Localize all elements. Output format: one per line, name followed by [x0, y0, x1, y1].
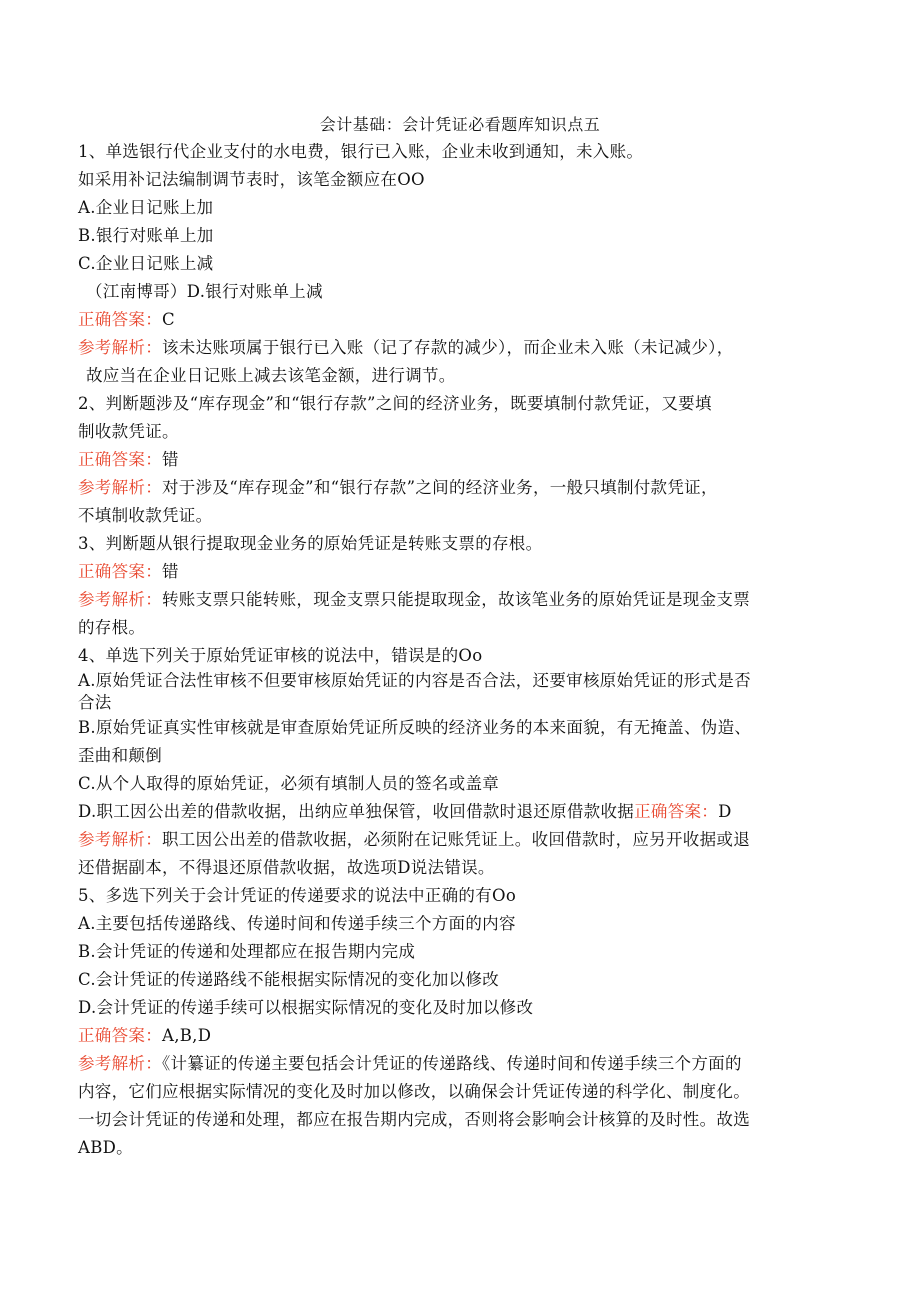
question-5-option-a: A.主要包括传递路线、传递时间和传递手续三个方面的内容	[78, 914, 516, 933]
question-5-analysis-line-2: 内容，它们应根据实际情况的变化及时加以修改，以确保会计凭证传递的科学化、制度化。	[78, 1082, 750, 1101]
analysis-label: 参考解析：	[78, 830, 162, 849]
question-4-option-d	[78, 798, 838, 826]
question-1-option-b: B.银行对账单上加	[78, 226, 214, 245]
analysis-text: 《计纂证的传递主要包括会计凭证的传递路线、传递时间和传递手续三个方面的	[162, 1054, 742, 1073]
answer-value: 错	[162, 450, 179, 469]
question-3	[78, 530, 838, 642]
question-4-stem-line-1: 4、单选下列关于原始凭证审核的说法中，错误是的Oo	[78, 646, 483, 665]
question-1-analysis-line-2: 故应当在企业日记账上减去该笔金额，进行调节。	[86, 366, 456, 385]
question-4-option-b-line-1: B.原始凭证真实性审核就是审查原始凭证所反映的经济业务的本来面貌，有无掩盖、伪造、	[78, 718, 752, 737]
answer-value: D	[718, 802, 732, 821]
question-5-stem-line-1: 5、多选下列关于会计凭证的传递要求的说法中正确的有Oo	[78, 886, 517, 905]
analysis-text: 职工因公出差的借款收据，必须附在记账凭证上。收回借款时，应另开收据或退	[162, 830, 750, 849]
question-5-analysis-line-4: ABD。	[78, 1138, 133, 1157]
question-5-answer	[78, 1022, 838, 1050]
question-1	[78, 138, 838, 390]
question-1-option-a: A.企业日记账上加	[78, 198, 214, 217]
question-2-stem-line-1: 2、判断题涉及“库存现金”和“银行存款”之间的经济业务，既要填制付款凭证，又要填	[78, 394, 712, 413]
analysis-label: 参考解析：	[78, 590, 162, 609]
question-3-stem-line-1: 3、判断题从银行提取现金业务的原始凭证是转账支票的存根。	[78, 534, 543, 553]
question-5-option-c: C.会计凭证的传递路线不能根据实际情况的变化加以修改	[78, 970, 500, 989]
question-2	[78, 390, 838, 530]
question-4-option-b-line-2: 歪曲和颠倒	[78, 746, 162, 765]
analysis-text: 对于涉及“库存现金”和“银行存款”之间的经济业务，一般只填制付款凭证，	[162, 478, 718, 497]
analysis-text: 该未达账项属于银行已入账（记了存款的减少），而企业未入账（未记减少），	[162, 338, 734, 357]
question-1-answer	[78, 306, 838, 334]
answer-label: 正确答案：	[634, 802, 719, 821]
answer-value: 错	[162, 562, 179, 581]
option-d-text: D.职工因公出差的借款收据，出纳应单独保管，收回借款时退还原借款收据	[78, 802, 635, 821]
question-4-option-a-line-1: A.原始凭证合法性审核不但要审核原始凭证的内容是否合法，还要审核原始凭证的形式是否	[78, 671, 751, 690]
analysis-label: 参考解析：	[78, 478, 162, 497]
answer-label: 正确答案：	[78, 450, 162, 469]
analysis-text: 转账支票只能转账，现金支票只能提取现金，故该笔业务的原始凭证是现金支票	[162, 590, 750, 609]
answer-value: C	[162, 310, 175, 329]
question-5-analysis-line-3: 一切会计凭证的传递和处理，都应在报告期内完成，否则将会影响会计核算的及时性。故选	[78, 1110, 750, 1129]
question-3-answer	[78, 558, 838, 586]
question-2-answer	[78, 446, 838, 474]
question-4-option-c: C.从个人取得的原始凭证，必须有填制人员的签名或盖章	[78, 774, 500, 793]
question-1-option-d: （江南博哥）D.银行对账单上减	[86, 282, 323, 301]
answer-label: 正确答案：	[78, 310, 162, 329]
analysis-label: 参考解析：	[78, 338, 162, 357]
question-5-option-d: D.会计凭证的传递手续可以根据实际情况的变化及时加以修改	[78, 998, 534, 1017]
question-4-option-a-line-2: 合法	[78, 693, 112, 712]
question-3-analysis-line-2: 的存根。	[78, 618, 146, 637]
document-body	[78, 138, 838, 1162]
answer-label: 正确答案：	[78, 562, 162, 581]
question-4	[78, 642, 838, 882]
question-1-stem-line-2: 如采用补记法编制调节表时，该笔金额应在OO	[78, 170, 425, 189]
question-5-analysis-line-1	[78, 1050, 838, 1078]
question-2-analysis-line-1	[78, 474, 838, 502]
question-1-option-c: C.企业日记账上减	[78, 254, 214, 273]
question-4-analysis-line-1	[78, 826, 838, 854]
question-1-stem-line-1: 1、单选银行代企业支付的水电费，银行已入账，企业未收到通知，未入账。	[78, 142, 644, 161]
answer-value: A,B,D	[162, 1026, 212, 1045]
question-2-analysis-line-2: 不填制收款凭证。	[78, 506, 213, 525]
page-title: 会计基础：会计凭证必看题库知识点五	[319, 115, 601, 134]
question-2-stem-line-2: 制收款凭证。	[78, 422, 179, 441]
question-1-analysis-line-1	[78, 334, 838, 362]
answer-label: 正确答案：	[78, 1026, 162, 1045]
question-5	[78, 882, 838, 1162]
question-3-analysis-line-1	[78, 586, 838, 614]
question-5-option-b: B.会计凭证的传递和处理都应在报告期内完成	[78, 942, 416, 961]
analysis-label: 参考解析：	[78, 1054, 162, 1073]
question-4-analysis-line-2: 还借据副本，不得退还原借款收据，故选项D说法错误。	[78, 858, 495, 877]
